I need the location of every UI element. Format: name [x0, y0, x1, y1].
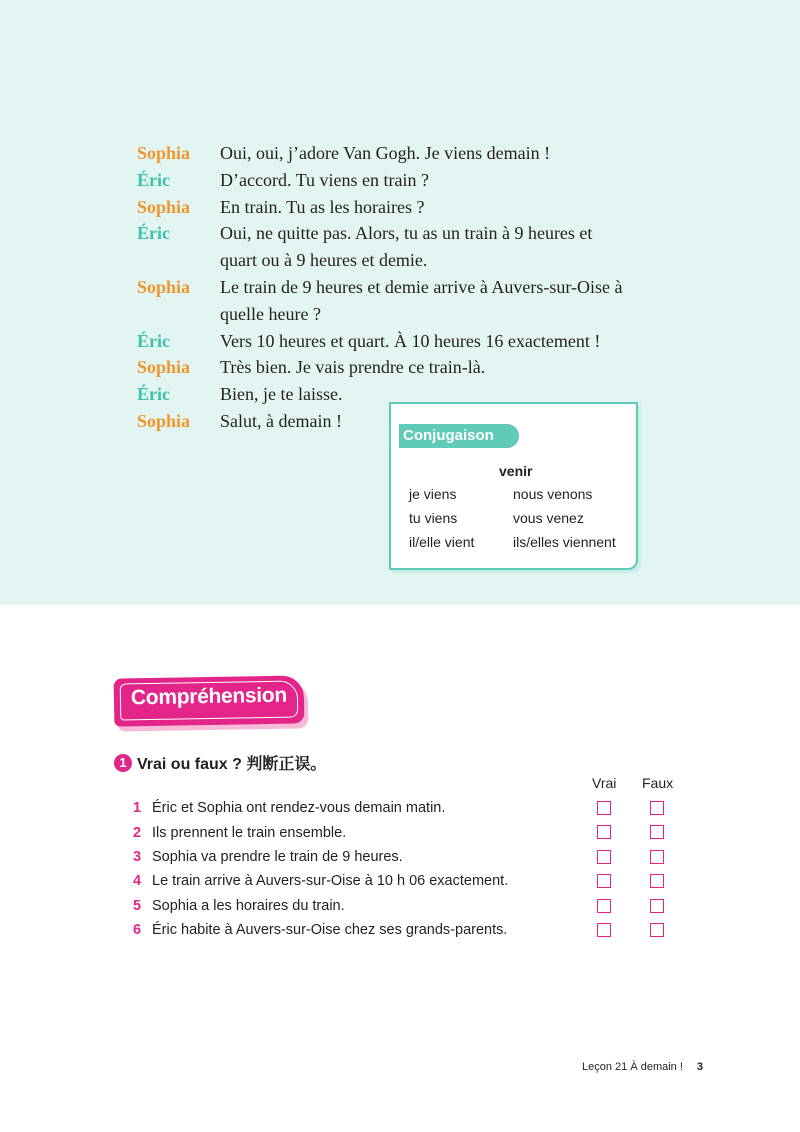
conjugaison-tab: Conjugaison: [399, 424, 519, 448]
statement-number: 4: [133, 873, 142, 890]
faux-checkbox[interactable]: [650, 801, 664, 815]
vrai-checkbox[interactable]: [597, 825, 611, 839]
exercise-heading: [114, 751, 326, 774]
faux-checkbox[interactable]: [650, 923, 664, 937]
vrai-checkbox[interactable]: [597, 801, 611, 815]
speaker-name: Sophia: [137, 410, 191, 431]
speaker-name: Sophia: [137, 276, 191, 297]
dialogue-line: [137, 354, 657, 381]
statement-text: Éric habite à Auvers-sur-Oise chez ses grands-parents.: [152, 922, 508, 939]
dialogue-text-line: Le train de 9 heures et demie arrive à Auvers-sur-Oise à: [220, 276, 623, 297]
speaker-name: Éric: [137, 223, 170, 244]
statement-text: Sophia a les horaires du train.: [152, 897, 345, 914]
page-number: 3: [696, 1061, 704, 1073]
dialogue-text: [220, 354, 657, 381]
statement-row: [133, 869, 693, 893]
dialogue-text-continuation: quelle heure ?: [220, 303, 321, 324]
statement-row: [133, 820, 693, 844]
conjugaison-box: [389, 402, 638, 570]
statement-text: Éric et Sophia ont rendez-vous demain matin.: [152, 800, 446, 817]
dialogue-text-line: Salut, à demain !: [220, 410, 342, 431]
vrai-checkbox[interactable]: [597, 850, 611, 864]
dialogue-text-line: Oui, ne quitte pas. Alors, tu as un train à 9 heures et: [220, 223, 593, 244]
exercise-number-badge: 1: [114, 754, 132, 772]
vrai-checkbox[interactable]: [597, 874, 611, 888]
vrai-checkbox[interactable]: [597, 899, 611, 913]
dialogue-text-line: En train. Tu as les horaires ?: [220, 196, 425, 217]
page-footer: [582, 1061, 703, 1073]
column-header-faux: Faux: [642, 775, 674, 791]
exercise-instruction: Vrai ou faux ? 判断正误。: [137, 756, 327, 773]
comprehension-banner: [114, 675, 305, 726]
statement-text: Le train arrive à Auvers-sur-Oise à 10 h 06 exactement.: [152, 873, 509, 890]
statement-row: [133, 796, 693, 820]
dialogue-text: [220, 194, 657, 221]
dialogue-line: [137, 194, 657, 221]
dialogue-text-line: Oui, oui, j’adore Van Gogh. Je viens demain !: [220, 143, 551, 163]
statement-row: [133, 918, 693, 942]
dialogue-line: [137, 167, 657, 194]
dialogue: [137, 140, 657, 435]
conjugation-plural: ils/elles viennent: [513, 534, 616, 550]
speaker-name: Éric: [137, 169, 170, 190]
dialogue-line: [137, 140, 657, 167]
statement-number: 3: [133, 848, 142, 865]
footer-lesson: Leçon 21 À demain !: [582, 1061, 683, 1073]
dialogue-text: [220, 140, 657, 167]
conjugation-singular: il/elle vient: [409, 534, 475, 550]
dialogue-line: [137, 328, 657, 355]
conjugation-plural: vous venez: [513, 510, 584, 526]
conjugation-singular: je viens: [409, 486, 457, 502]
statement-number: 1: [133, 800, 142, 817]
speaker-name: Éric: [137, 330, 170, 351]
dialogue-text-line: D’accord. Tu viens en train ?: [220, 169, 429, 190]
dialogue-text: [220, 220, 657, 274]
dialogue-line: [137, 220, 657, 274]
faux-checkbox[interactable]: [650, 899, 664, 913]
dialogue-line: [137, 274, 657, 328]
speaker-name: Sophia: [137, 357, 191, 378]
conjugaison-verb: venir: [499, 463, 533, 479]
column-header-vrai: Vrai: [592, 775, 617, 791]
speaker-name: Éric: [137, 384, 170, 405]
dialogue-text-line: Vers 10 heures et quart. À 10 heures 16 exactement !: [220, 330, 601, 351]
statement-row: [133, 894, 693, 918]
statement-number: 5: [133, 897, 142, 914]
statement-list: [133, 796, 693, 942]
dialogue-text-line: Bien, je te laisse.: [220, 384, 343, 405]
conjugation-plural: nous venons: [513, 486, 593, 502]
statement-text: Sophia va prendre le train de 9 heures.: [152, 848, 403, 865]
faux-checkbox[interactable]: [650, 825, 664, 839]
dialogue-text: [220, 328, 657, 355]
faux-checkbox[interactable]: [650, 850, 664, 864]
speaker-name: Sophia: [137, 143, 191, 163]
conjugation-singular: tu viens: [409, 510, 458, 526]
dialogue-text: [220, 274, 657, 328]
vrai-checkbox[interactable]: [597, 923, 611, 937]
dialogue-text-continuation: quart ou à 9 heures et demie.: [220, 250, 428, 271]
faux-checkbox[interactable]: [650, 874, 664, 888]
dialogue-text-line: Très bien. Je vais prendre ce train-là.: [220, 357, 486, 378]
comprehension-title: Compréhension: [130, 683, 288, 710]
dialogue-text: [220, 167, 657, 194]
statement-number: 2: [133, 824, 142, 841]
statement-text: Ils prennent le train ensemble.: [152, 824, 347, 841]
speaker-name: Sophia: [137, 196, 191, 217]
statement-row: [133, 845, 693, 869]
conjugaison-forms: [409, 486, 643, 551]
statement-number: 6: [133, 922, 142, 939]
